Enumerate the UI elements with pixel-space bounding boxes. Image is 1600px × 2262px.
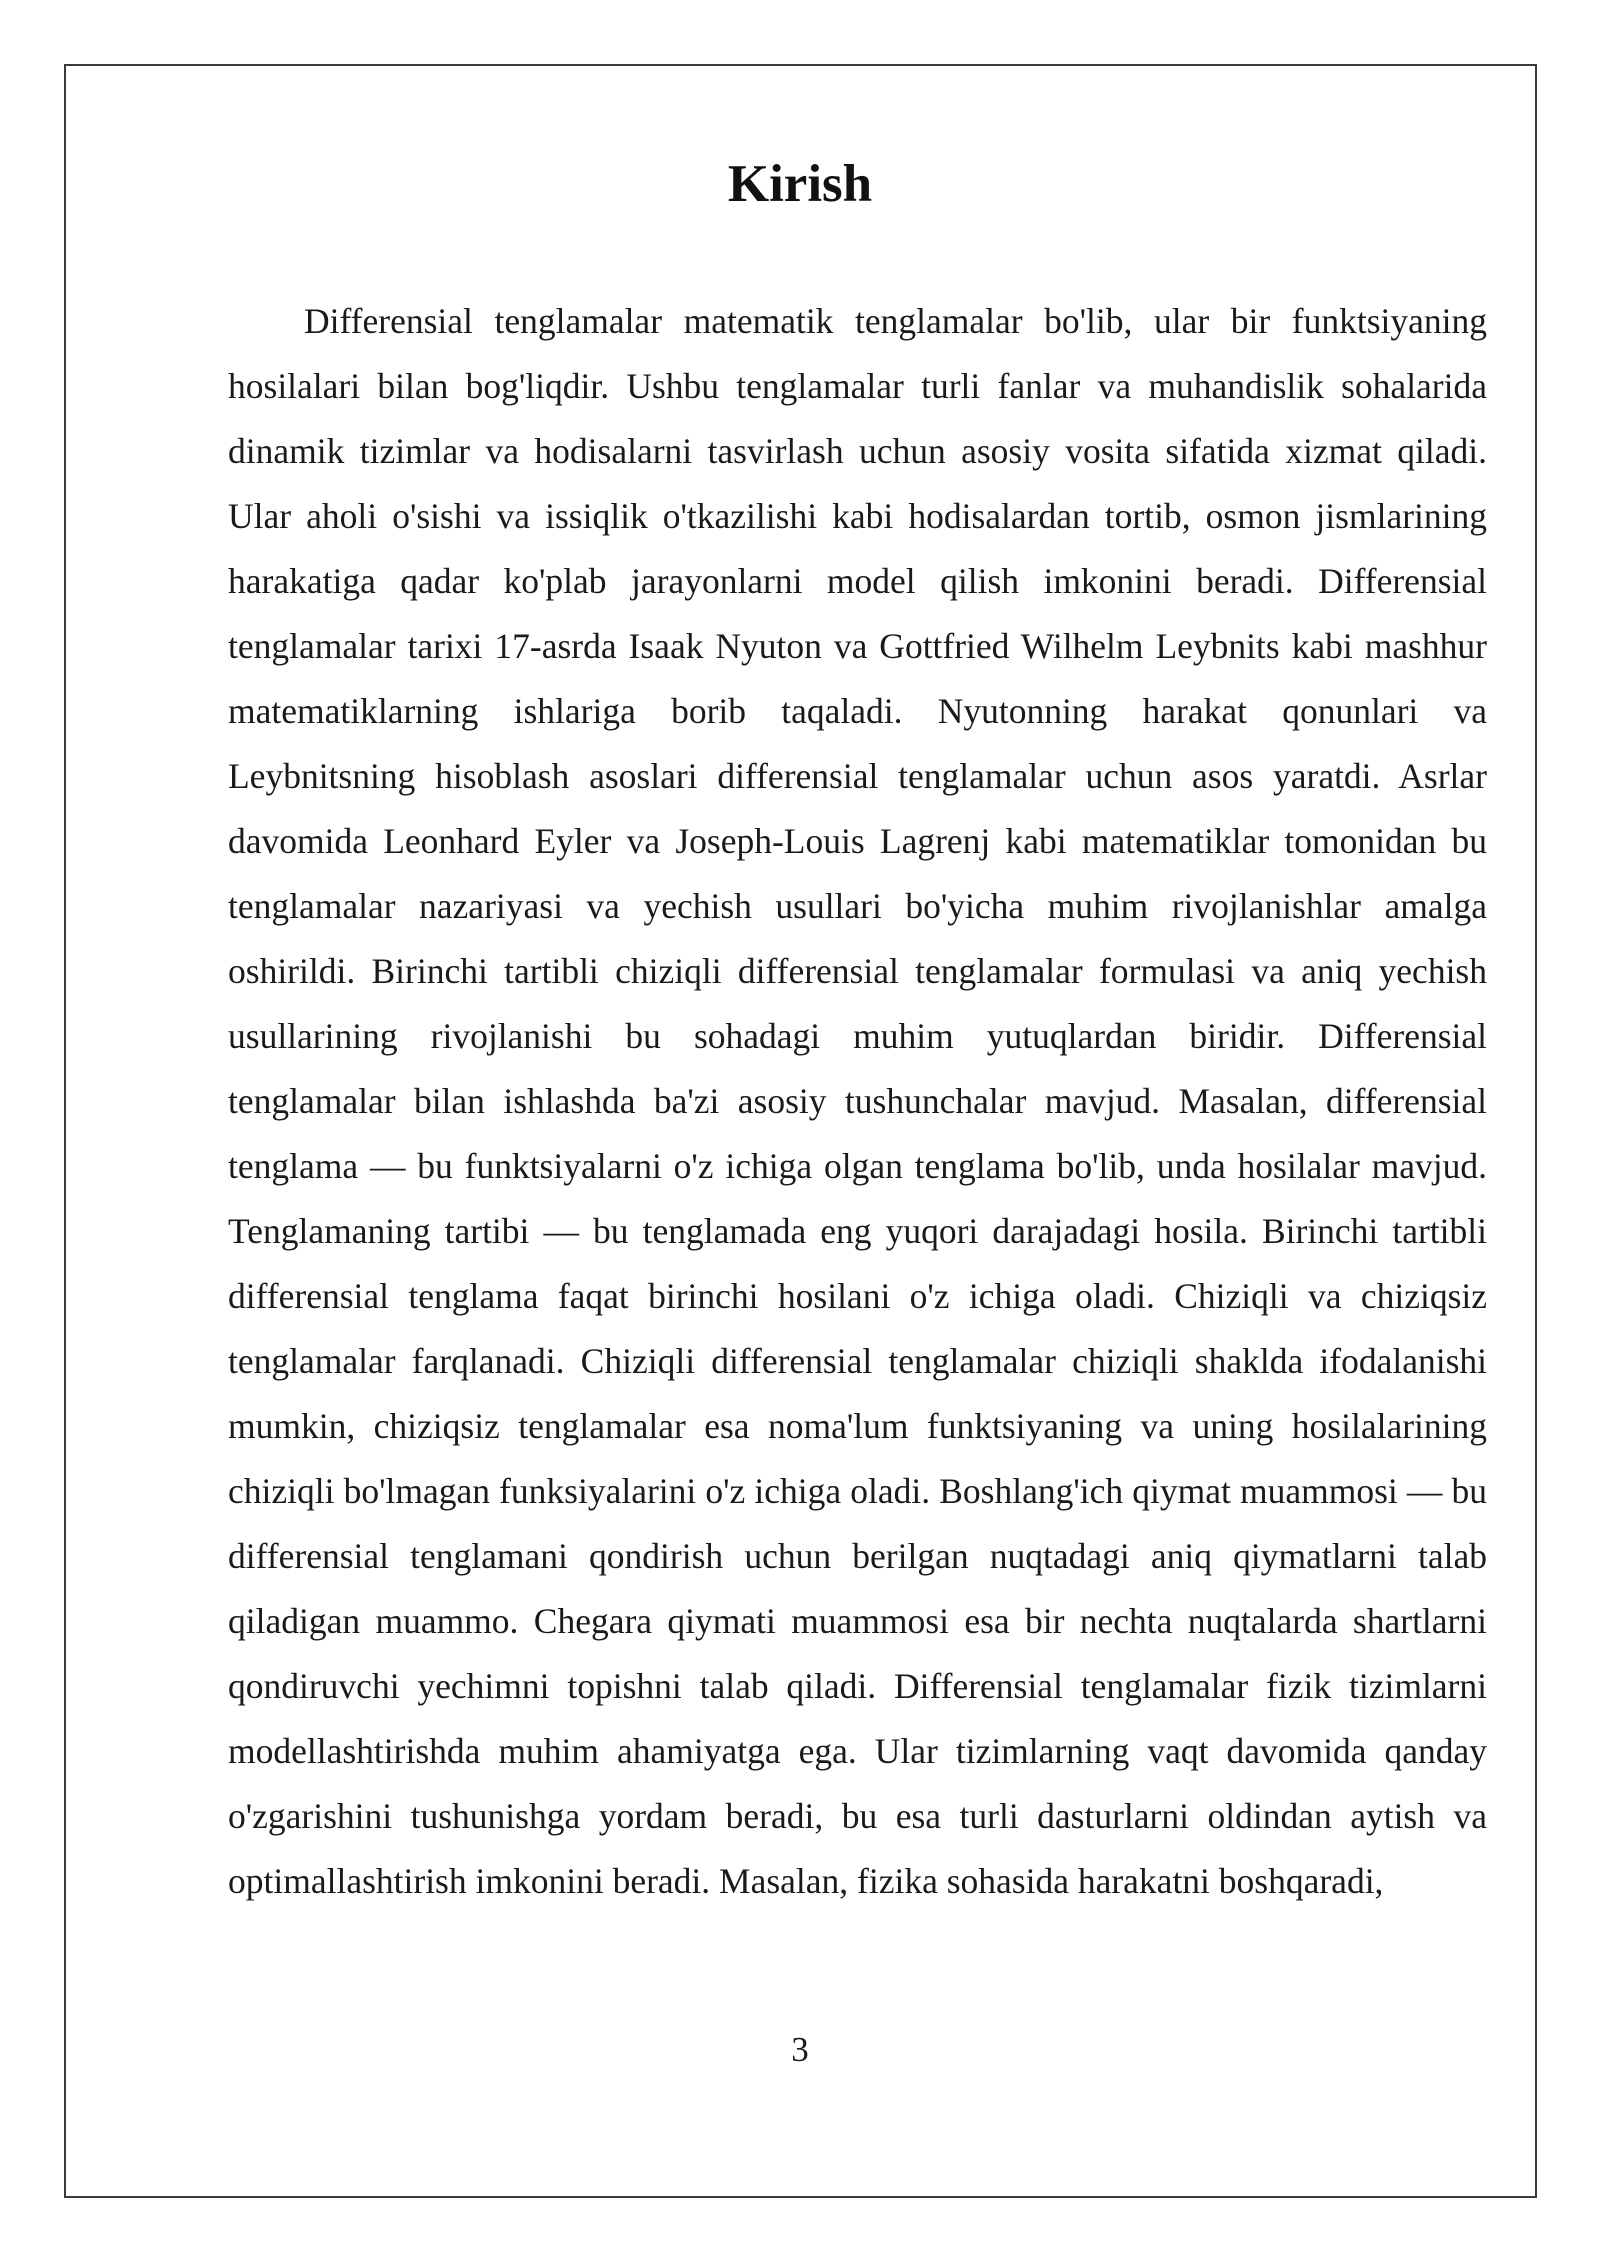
- page-number: 3: [791, 2030, 809, 2069]
- body-paragraph: Differensial tenglamalar matematik tenglamalar bo'lib, ular bir funktsiyaning hosilalari bilan bog'liqdir. Ushbu tenglamalar turli fanlar va muhandislik sohalarida dinamik tizimlar va hodisalarni tasvirlash uchun asosiy vosita sifatida xizmat qiladi. Ular aholi o'sishi va issiqlik o'tkazilishi kabi hodisalardan tortib, osmon jismlarining harakatiga qadar ko'plab jarayonlarni model qilish imkonini beradi. Differensial tenglamalar tarixi 17-asrda Isaak Nyuton va Gottfried Wilhelm Leybnits kabi mashhur matematiklarning ishlariga borib taqaladi. Nyutonning harakat qonunlari va Leybnitsning hisoblash asoslari differensial tenglamalar uchun asos yaratdi. Asrlar davomida Leonhard Eyler va Joseph-Louis Lagrenj kabi matematiklar tomonidan bu tenglamalar nazariyasi va yechish usullari bo'yicha muhim rivojlanishlar amalga oshirildi. Birinchi tartibli chiziqli differensial tenglamalar formulasi va aniq yechish usullarining rivojlanishi bu sohadagi muhim yutuqlardan biridir. Differensial tenglamalar bilan ishlashda ba'zi asosiy tushunchalar mavjud. Masalan, differensial tenglama — bu funktsiyalarni o'z ichiga olgan tenglama bo'lib, unda hosilalar mavjud. Tenglamaning tartibi — bu tenglamada eng yuqori darajadagi hosila. Birinchi tartibli differensial tenglama faqat birinchi hosilani o'z ichiga oladi. Chiziqli va chiziqsiz tenglamalar farqlanadi. Chiziqli differensial tenglamalar chiziqli shaklda ifodalanishi mumkin, chiziqsiz tenglamalar esa noma'lum funktsiyaning va uning hosilalarining chiziqli bo'lmagan funksiyalarini o'z ichiga oladi. Boshlang'ich qiymat muammosi — bu differensial tenglamani qondirish uchun berilgan nuqtadagi aniq qiymatlarni talab qiladigan muammo. Chegara qiymati muammosi esa bir nechta nuqtalarda shartlarni qondiruvchi yechimni topishni talab qiladi. Differensial tenglamalar fizik tizimlarni modellashtirishda muhim ahamiyatga ega. Ular tizimlarning vaqt davomida qanday o'zgarishini tushunishga yordam beradi, bu esa turli dasturlarni oldindan aytish va optimallashtirish imkonini beradi. Masalan, fizika sohasida harakatni boshqaradi,: [228, 301, 1487, 1901]
- page-title: Kirish: [727, 155, 873, 213]
